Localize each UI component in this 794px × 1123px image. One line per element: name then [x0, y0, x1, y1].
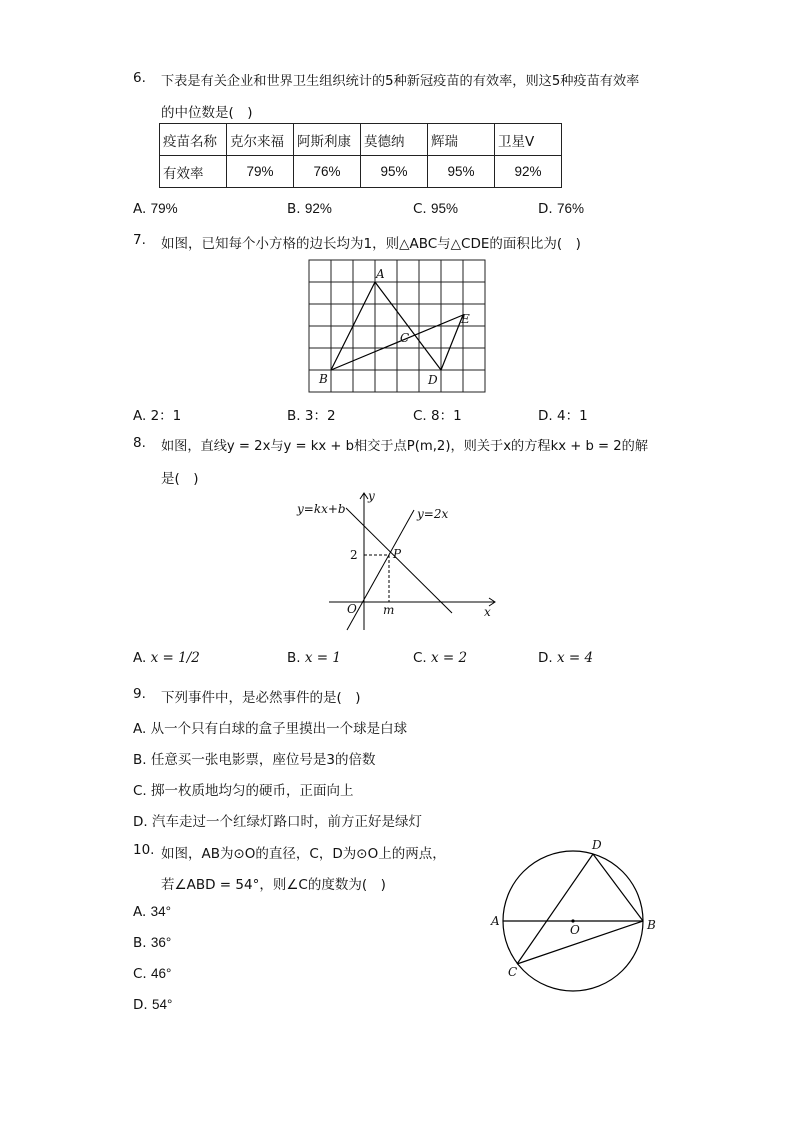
option-letter: B.: [287, 201, 301, 217]
point-label-a: A: [491, 914, 500, 928]
q9-option-c[interactable]: [133, 779, 354, 799]
option-text: 79%: [150, 201, 178, 216]
option-letter: B.: [133, 935, 147, 951]
y-tick-label: 2: [350, 548, 358, 562]
option-letter: C.: [413, 408, 427, 424]
point-label-d: D: [592, 838, 602, 852]
table-cell: 95%: [428, 156, 495, 188]
table-cell: 莫德纳: [361, 124, 428, 156]
option-text: 54°: [151, 997, 173, 1012]
option-text: 4：1: [556, 408, 588, 424]
q7-option-d[interactable]: [538, 404, 588, 424]
table-header-row: [160, 124, 562, 156]
q10-circle-figure: [484, 834, 664, 999]
point-label-p: P: [393, 547, 402, 561]
q8-stem-line1: 如图，直线y = 2x与y = kx + b相交于点P(m,2)，则关于x的方程kx + b = 2的解: [161, 439, 649, 454]
option-text: 8：1: [431, 408, 462, 424]
option-text: 36°: [150, 935, 172, 950]
q7-stem: 如图，已知每个小方格的边长均为1，则△ABC与△CDE的面积比为( ): [161, 236, 581, 252]
q8-option-a[interactable]: [133, 650, 200, 666]
option-letter: C.: [413, 650, 427, 666]
x-tick-label: m: [383, 603, 395, 617]
point-label-e: E: [461, 312, 470, 326]
q8-option-c[interactable]: [413, 650, 467, 666]
option-letter: C.: [413, 201, 427, 217]
table-cell: 卫星V: [495, 124, 562, 156]
q10-option-b[interactable]: [133, 935, 171, 951]
option-letter: B.: [287, 650, 301, 666]
point-label-c: C: [508, 965, 518, 979]
y-axis-label: y: [368, 489, 375, 503]
option-text: x = 2: [431, 650, 468, 666]
q10-option-c[interactable]: [133, 966, 171, 982]
option-letter: A.: [133, 408, 147, 424]
q8-stem-line2: 是( ): [161, 471, 199, 487]
line-label-kx-b: y=kx+b: [297, 502, 346, 516]
q9-option-d[interactable]: [133, 810, 422, 830]
table-cell: 79%: [227, 156, 294, 188]
option-letter: A.: [133, 904, 147, 920]
origin-label: O: [347, 602, 357, 616]
q7-option-a[interactable]: [133, 404, 181, 424]
option-text: 34°: [150, 904, 172, 919]
q8-number: 8.: [133, 435, 146, 451]
option-letter: B.: [287, 408, 301, 424]
option-text: 2：1: [150, 408, 182, 424]
table-cell: 克尔来福: [227, 124, 294, 156]
option-text: 从一个只有白球的盒子里摸出一个球是白球: [150, 721, 408, 737]
vaccine-table: [159, 123, 562, 188]
q7-option-c[interactable]: [413, 404, 462, 424]
option-text: 46°: [151, 966, 172, 981]
q6-stem-line1: 下表是有关企业和世界卫生组织统计的5种新冠疫苗的有效率，则这5种疫苗有效率: [161, 74, 640, 89]
q9-stem: 下列事件中，是必然事件的是( ): [161, 690, 361, 706]
q6-option-c[interactable]: [413, 201, 458, 217]
q10-number: 10.: [133, 842, 155, 858]
q10-stem-line1: 如图，AB为⊙O的直径，C，D为⊙O上的两点，: [161, 846, 446, 862]
table-cell: 阿斯利康: [294, 124, 361, 156]
option-letter: B.: [133, 752, 147, 768]
q6-number: 6.: [133, 70, 146, 86]
option-letter: D.: [133, 997, 148, 1013]
option-letter: A.: [133, 721, 147, 737]
point-label-d: D: [428, 373, 438, 387]
option-letter: A.: [133, 650, 147, 666]
q6-option-b[interactable]: [287, 201, 332, 217]
q6-option-a[interactable]: [133, 201, 178, 217]
option-letter: D.: [133, 814, 148, 830]
q7-grid-figure: [300, 255, 495, 395]
table-cell: 疫苗名称: [160, 124, 227, 156]
q6-stem-line2: 的中位数是( ): [161, 105, 253, 121]
point-label-b: B: [319, 372, 328, 386]
option-letter: C.: [133, 966, 147, 982]
option-text: x = 4: [556, 650, 594, 666]
option-letter: C.: [133, 783, 147, 799]
line-label-2x: y=2x: [417, 507, 449, 521]
option-text: 76%: [556, 201, 585, 216]
point-label-b: B: [647, 918, 656, 932]
option-letter: D.: [538, 650, 553, 666]
table-cell: 有效率: [160, 156, 227, 188]
point-label-a: A: [376, 267, 385, 281]
option-text: 汽车走过一个红绿灯路口时，前方正好是绿灯: [151, 814, 422, 830]
table-cell: 辉瑞: [428, 124, 495, 156]
q8-option-b[interactable]: [287, 650, 341, 666]
option-letter: A.: [133, 201, 147, 217]
q10-option-a[interactable]: [133, 904, 171, 920]
table-row: [160, 156, 562, 188]
option-text: 3：2: [304, 408, 336, 424]
option-text: 任意买一张电影票，座位号是3的倍数: [150, 752, 376, 768]
q9-option-b[interactable]: [133, 748, 375, 768]
q9-option-a[interactable]: [133, 717, 407, 737]
option-text: 掷一枚质地均匀的硬币，正面向上: [151, 783, 354, 799]
point-label-c: C: [400, 331, 410, 345]
q8-graph-figure: [292, 488, 502, 633]
table-cell: 92%: [495, 156, 562, 188]
q6-option-d[interactable]: [538, 201, 584, 217]
option-letter: D.: [538, 408, 553, 424]
q10-stem-line2: 若∠ABD = 54°，则∠C的度数为( ): [161, 877, 386, 893]
table-cell: 76%: [294, 156, 361, 188]
q10-option-d[interactable]: [133, 997, 172, 1013]
q7-number: 7.: [133, 232, 146, 248]
x-axis-label: x: [484, 605, 491, 619]
q9-number: 9.: [133, 686, 146, 702]
option-text: 92%: [304, 201, 332, 216]
point-label-o: O: [570, 923, 580, 937]
option-text: x = 1: [304, 650, 341, 666]
option-text: 95%: [431, 201, 459, 216]
option-text: x = 1/2: [150, 650, 200, 666]
table-cell: 95%: [361, 156, 428, 188]
q7-option-b[interactable]: [287, 404, 336, 424]
q8-option-d[interactable]: [538, 650, 593, 666]
option-letter: D.: [538, 201, 553, 217]
